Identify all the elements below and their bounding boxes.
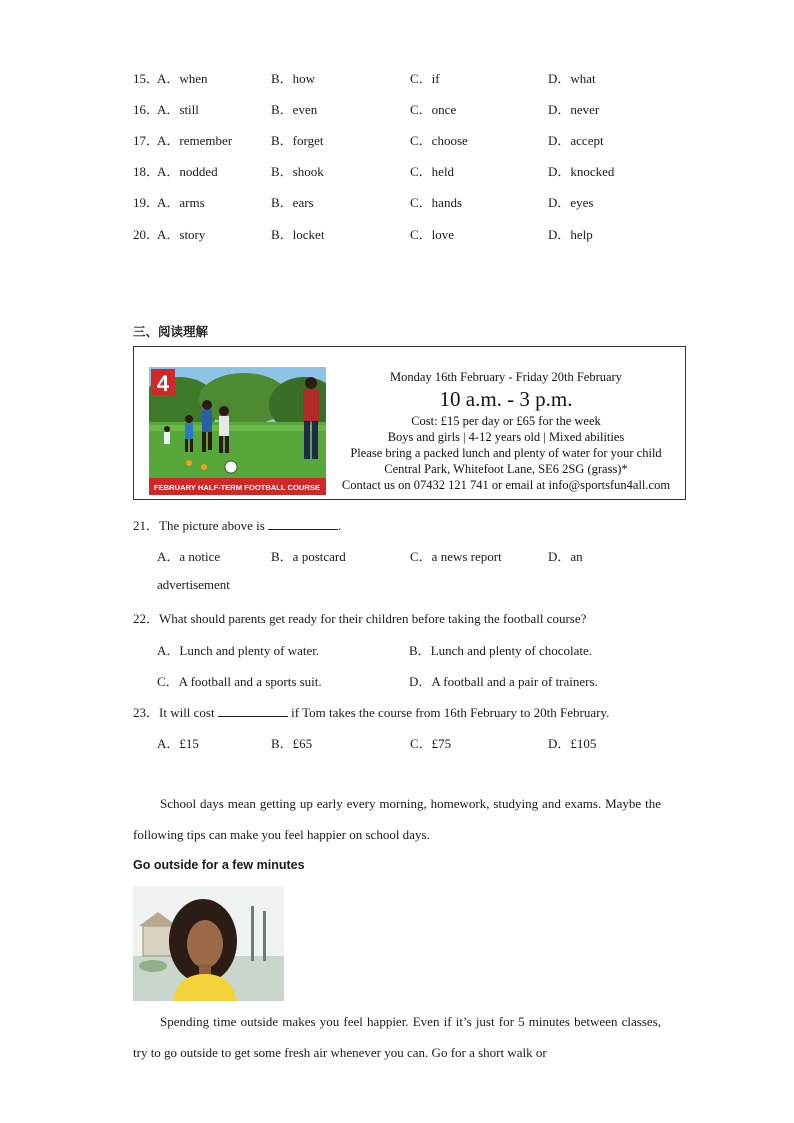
cloze-option-c[interactable]: C．choose bbox=[410, 133, 468, 148]
q23-option-d[interactable]: D．£105 bbox=[548, 736, 597, 751]
ad-cost: Cost: £15 per day or £65 for the week bbox=[411, 414, 601, 428]
cloze-option-d[interactable]: D．knocked bbox=[548, 164, 615, 179]
ad-time: 10 a.m. - 3 p.m. bbox=[439, 387, 573, 411]
q22-options-row1 bbox=[133, 640, 693, 660]
section-title: 三、阅读理解 bbox=[133, 324, 209, 339]
cloze-row bbox=[133, 130, 693, 150]
q22-option-c[interactable]: C．A football and a sports suit. bbox=[157, 674, 322, 689]
cloze-option-d[interactable]: D．eyes bbox=[548, 195, 594, 210]
ad-banner: FEBRUARY HALF-TERM FOOTBALL COURSE bbox=[153, 483, 321, 492]
cloze-question-number: 19． bbox=[133, 195, 160, 210]
cloze-row bbox=[133, 192, 693, 212]
football-photo bbox=[149, 367, 326, 495]
passage-body: Spending time outside makes you feel happier. Even if it’s just for 5 minutes between classes, try to go outside to get some fresh air whenever you can. Go for a short walk or bbox=[133, 1014, 661, 1060]
ad-who: Boys and girls | 4-12 years old | Mixed abilities bbox=[387, 430, 625, 444]
q21-option-d-cont: advertisement bbox=[157, 577, 230, 592]
q21-blank[interactable] bbox=[268, 517, 338, 530]
ad-place: Central Park, Whitefoot Lane, SE6 2SG (grass)* bbox=[384, 462, 628, 476]
q22-option-a[interactable]: A．Lunch and plenty of water. bbox=[157, 643, 320, 658]
cloze-option-a[interactable]: A．story bbox=[157, 227, 206, 242]
q21-stem-text: 21．The picture above is bbox=[133, 518, 269, 533]
q21-stem-end: . bbox=[338, 518, 342, 533]
cloze-row bbox=[133, 68, 693, 88]
cloze-option-c[interactable]: C．held bbox=[410, 164, 455, 179]
cloze-row bbox=[133, 99, 693, 119]
q23-option-b[interactable]: B．£65 bbox=[271, 736, 313, 751]
cloze-question-number: 18． bbox=[133, 164, 160, 179]
q21-option-b[interactable]: B．a postcard bbox=[271, 549, 346, 564]
q21-option-d[interactable]: D．an bbox=[548, 549, 583, 564]
cloze-option-a[interactable]: A．when bbox=[157, 71, 208, 86]
cloze-row bbox=[133, 161, 693, 181]
cloze-option-a[interactable]: A．nodded bbox=[157, 164, 218, 179]
woman-illustration bbox=[133, 886, 284, 1001]
cloze-question-number: 16． bbox=[133, 102, 160, 117]
passage-intro: School days mean getting up early every morning, homework, studying and exams. Maybe the following tips can make you feel happier on school days. bbox=[133, 796, 661, 842]
q21-option-c[interactable]: C．a news report bbox=[410, 549, 502, 564]
q23-stem-text: 23．It will cost bbox=[133, 705, 218, 720]
cloze-option-d[interactable]: D．help bbox=[548, 227, 593, 242]
cloze-option-b[interactable]: B．locket bbox=[271, 227, 325, 242]
cloze-question-number: 17． bbox=[133, 133, 160, 148]
q21-option-a[interactable]: A．a notice bbox=[157, 549, 221, 564]
cloze-option-d[interactable]: D．accept bbox=[548, 133, 604, 148]
q23-option-a[interactable]: A．£15 bbox=[157, 736, 199, 751]
cloze-option-d[interactable]: D．what bbox=[548, 71, 596, 86]
cloze-option-b[interactable]: B．ears bbox=[271, 195, 314, 210]
question-22-stem: 22．What should parents get ready for their children before taking the football course? bbox=[133, 611, 587, 626]
question-23-stem bbox=[133, 702, 609, 721]
q23-option-c[interactable]: C．£75 bbox=[410, 736, 452, 751]
cloze-question-number: 20． bbox=[133, 227, 160, 242]
question-21-stem bbox=[133, 515, 341, 534]
q23-stem-end: if Tom takes the course from 16th February to 20th February. bbox=[287, 705, 610, 720]
cloze-question-number: 15． bbox=[133, 71, 160, 86]
q22-option-b[interactable]: B．Lunch and plenty of chocolate. bbox=[409, 643, 593, 658]
cloze-option-c[interactable]: C．love bbox=[410, 227, 455, 242]
ad-bring: Please bring a packed lunch and plenty of water for your child bbox=[350, 446, 662, 460]
q23-options bbox=[133, 733, 693, 753]
cloze-option-c[interactable]: C．if bbox=[410, 71, 440, 86]
ad-text-block bbox=[330, 369, 682, 493]
q21-options bbox=[133, 546, 693, 566]
cloze-option-b[interactable]: B．how bbox=[271, 71, 316, 86]
passage-heading: Go outside for a few minutes bbox=[133, 858, 305, 872]
q22-option-d[interactable]: D．A football and a pair of trainers. bbox=[409, 674, 598, 689]
cloze-option-c[interactable]: C．hands bbox=[410, 195, 463, 210]
cloze-option-b[interactable]: B．shook bbox=[271, 164, 324, 179]
q22-options-row2 bbox=[133, 671, 693, 691]
cloze-option-b[interactable]: B．even bbox=[271, 102, 318, 117]
cloze-option-b[interactable]: B．forget bbox=[271, 133, 324, 148]
logo-text: 4 bbox=[156, 371, 170, 396]
cloze-option-a[interactable]: A．still bbox=[157, 102, 199, 117]
cloze-option-a[interactable]: A．arms bbox=[157, 195, 205, 210]
cloze-row bbox=[133, 224, 693, 244]
cloze-option-c[interactable]: C．once bbox=[410, 102, 457, 117]
q23-blank[interactable] bbox=[218, 704, 288, 717]
cloze-option-a[interactable]: A．remember bbox=[157, 133, 233, 148]
football-ad bbox=[133, 346, 686, 500]
ad-contact: Contact us on 07432 121 741 or email at info@sportsfun4all.com bbox=[341, 478, 671, 492]
cloze-option-d[interactable]: D．never bbox=[548, 102, 600, 117]
ad-dates: Monday 16th February - Friday 20th February bbox=[390, 370, 622, 384]
